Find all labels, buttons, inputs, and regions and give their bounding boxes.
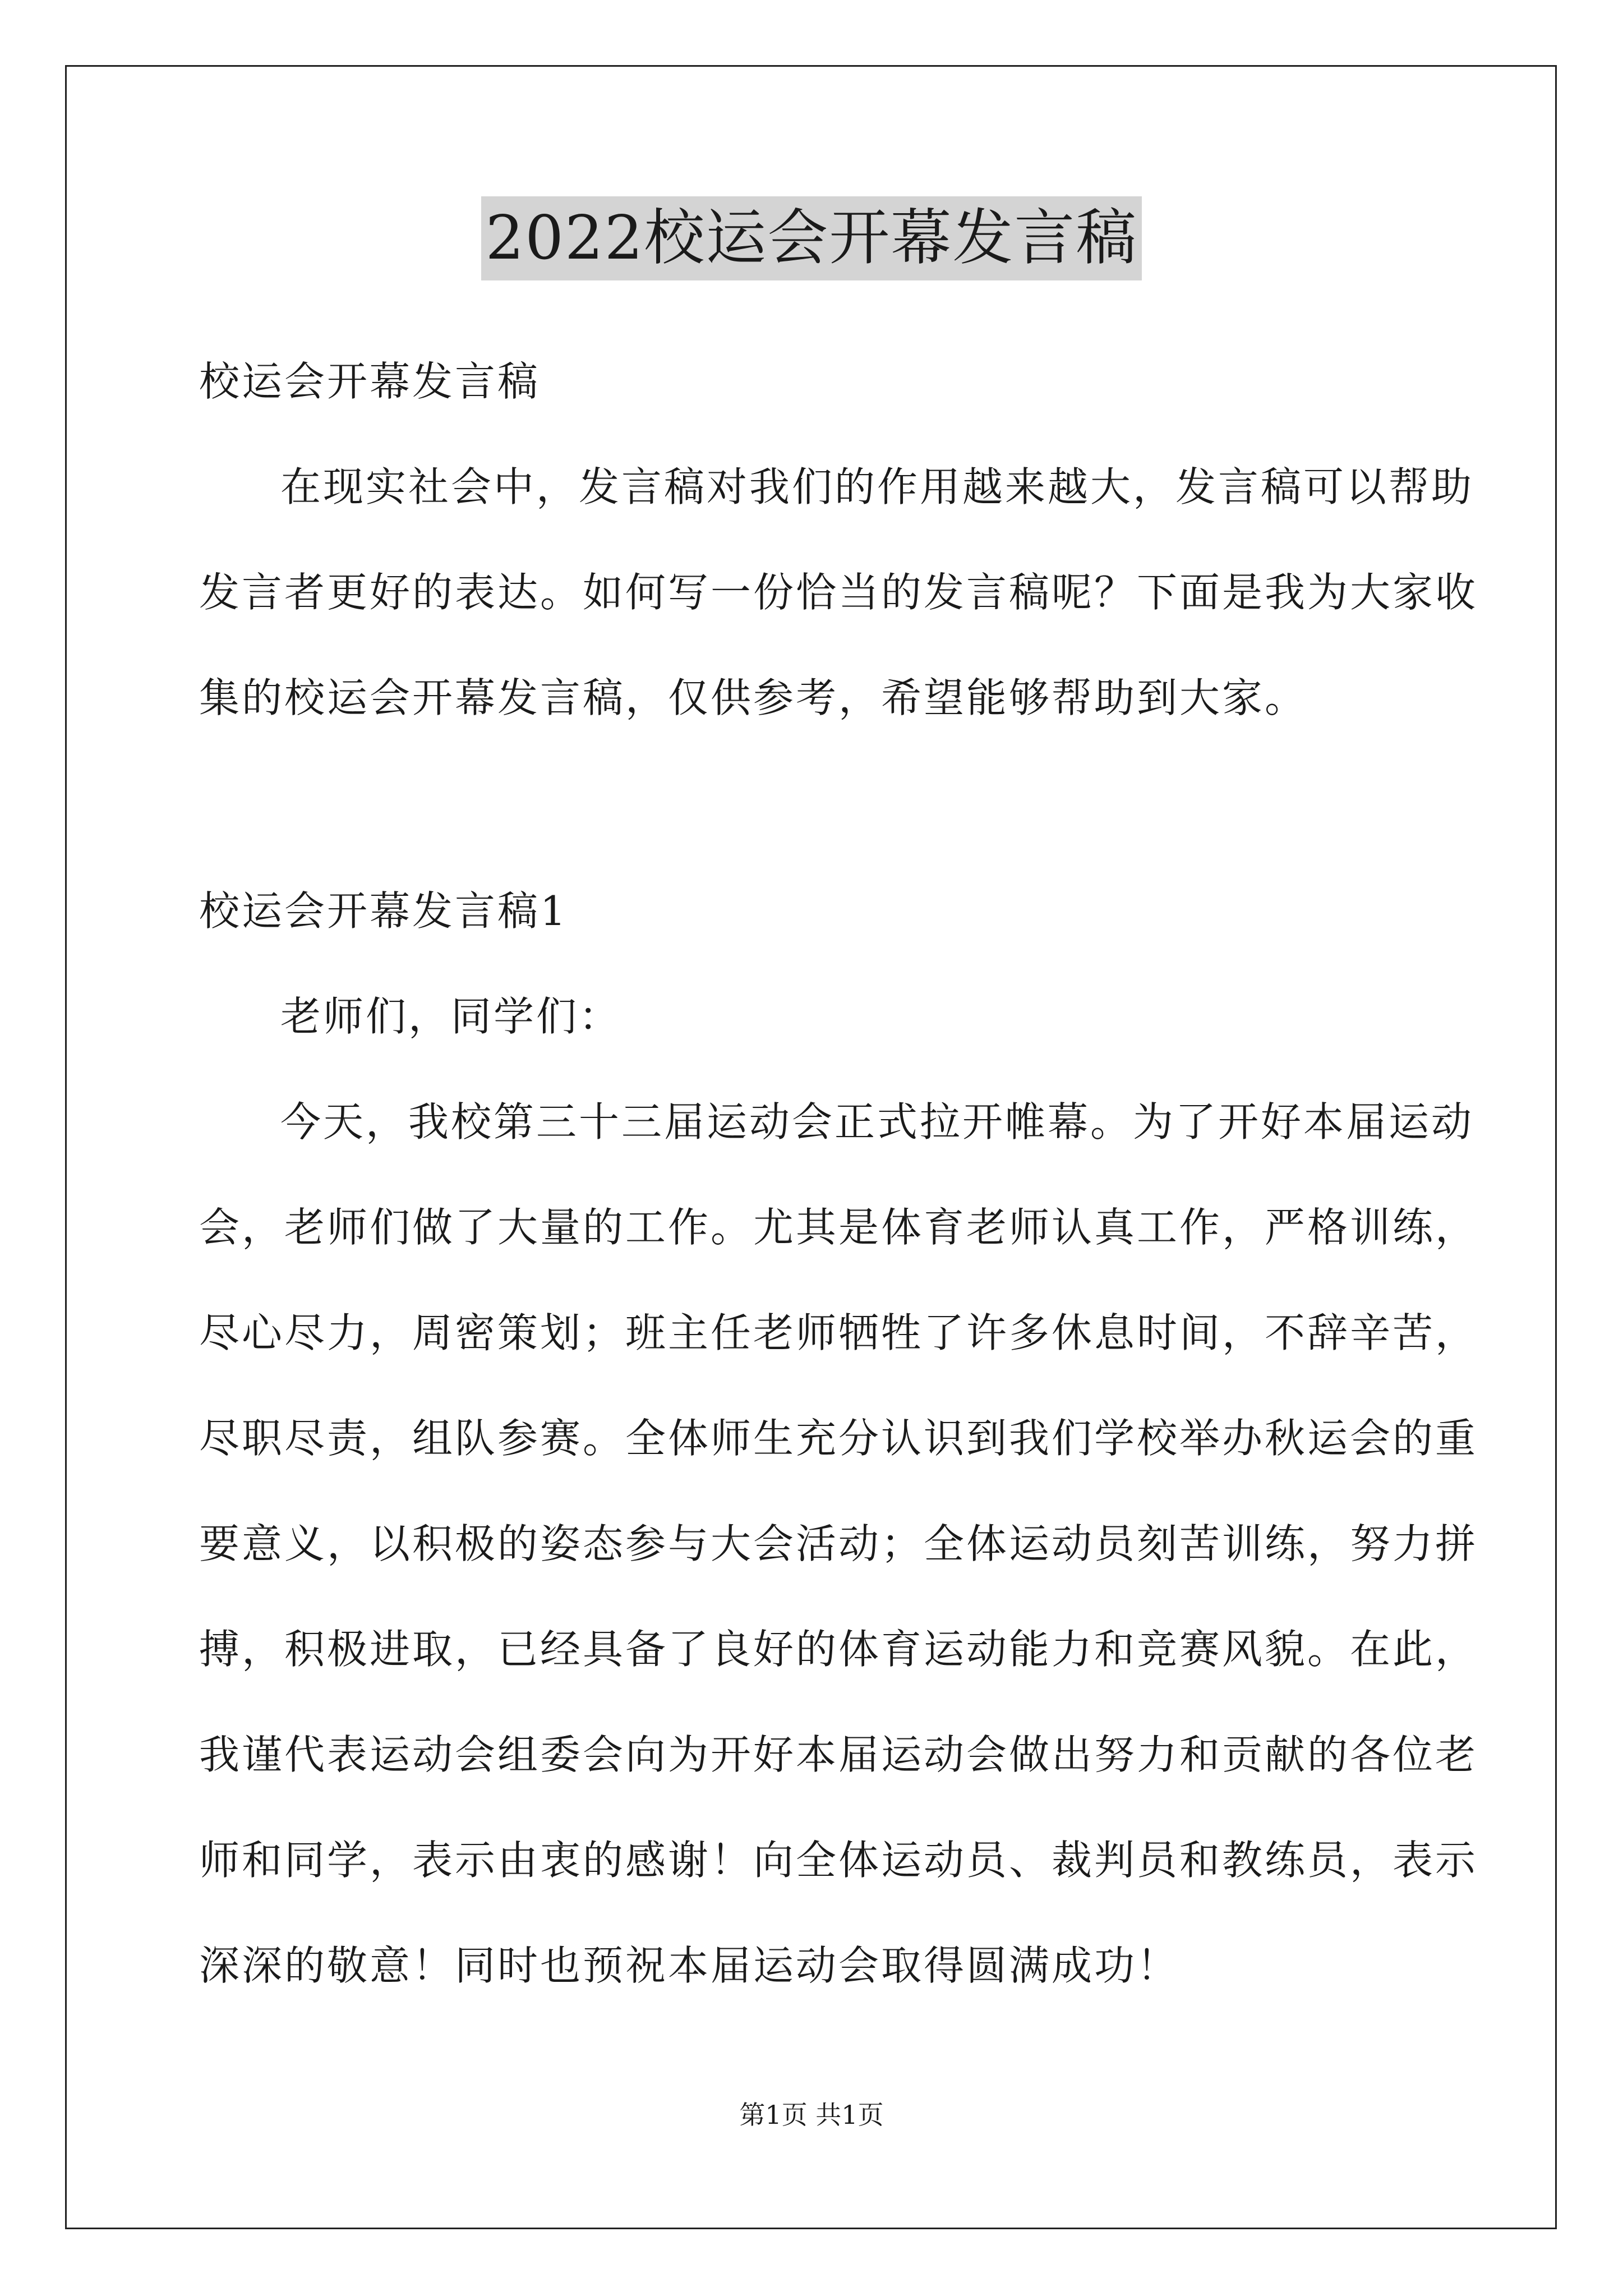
body-line: 尽职尽责，组队参赛。全体师生充分认识到我们学校举办秋运会的重 [199,1415,1478,1462]
greeting: 老师们，同学们： [280,993,622,1040]
body-line: 深深的敬意！同时也预祝本届运动会取得圆满成功！ [199,1942,1180,1989]
body-line: 要意义，以积极的姿态参与大会活动；全体运动员刻苦训练，努力拼 [199,1520,1478,1567]
body-line: 搏，积极进取，已经具备了良好的体育运动能力和竞赛风貌。在此， [199,1626,1478,1673]
intro-line: 集的校运会开幕发言稿，仅供参考，希望能够帮助到大家。 [199,674,1308,721]
section-heading: 校运会开幕发言稿1 [199,887,568,935]
subtitle: 校运会开幕发言稿 [199,358,541,405]
body-line: 尽心尽力，周密策划；班主任老师牺牲了许多休息时间，不辞辛苦， [199,1309,1478,1356]
intro-line: 发言者更好的表达。如何写一份恰当的发言稿呢？下面是我为大家收 [199,569,1478,616]
body-line: 我谨代表运动会组委会向为开好本届运动会做出努力和贡献的各位老 [199,1731,1478,1778]
title-container [0,196,1623,280]
document-title: 2022校运会开幕发言稿 [481,196,1142,280]
intro-line: 在现实社会中，发言稿对我们的作用越来越大，发言稿可以帮助 [280,463,1474,510]
body-line: 会，老师们做了大量的工作。尤其是体育老师认真工作，严格训练， [199,1204,1478,1251]
body-line: 今天，我校第三十三届运动会正式拉开帷幕。为了开好本届运动 [280,1098,1474,1145]
body-line: 师和同学，表示由衷的感谢！向全体运动员、裁判员和教练员，表示 [199,1837,1478,1884]
page-footer: 第1页 共1页 [739,2100,884,2130]
